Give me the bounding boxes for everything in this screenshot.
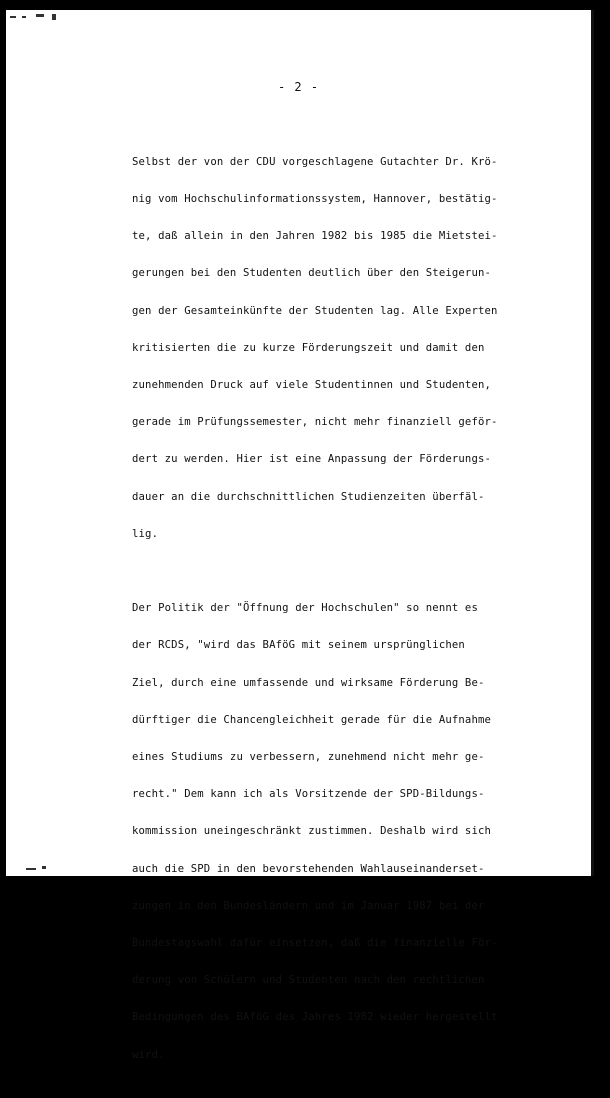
text-line: eines Studiums zu verbessern, zunehmend nicht mehr ge- [132,751,485,764]
paragraph-2 [132,577,532,1085]
text-line: auch die SPD in den bevorstehenden Wahlauseinanderset- [132,862,485,875]
text-line: der RCDS, "wird das BAföG mit seinem ursprünglichen [132,639,465,652]
scan-speck [42,866,46,869]
body-text [132,131,532,1098]
text-line: Bundestagswahl dafür einsetzen, daß die finanzielle För- [132,937,498,950]
page-number: - 2 - [277,80,320,94]
document-page [6,10,594,1061]
scan-speck [52,14,56,20]
text-line: dert zu werden. Hier ist eine Anpassung der Förderungs- [132,453,492,466]
scan-speck [36,14,44,17]
text-line: Der Politik der "Öffnung der Hochschulen" so nennt es [132,602,478,615]
text-line: dürftiger die Chancengleichheit gerade für die Aufnahme [132,713,492,726]
text-line: Selbst der von der CDU vorgeschlagene Gutachter Dr. Krö- [132,155,498,168]
text-line: lig. [132,527,159,540]
scan-speck [26,868,36,870]
text-line: te, daß allein in den Jahren 1982 bis 1985 die Mietstei- [132,230,498,243]
text-line: gerade im Prüfungssemester, nicht mehr finanziell geför- [132,416,498,429]
text-line: Bedingungen des BAföG des Jahres 1982 wieder hergestellt [132,1011,498,1024]
text-line: derung von Schülern und Studenten nach den rechtlichen [132,974,485,987]
text-line: dauer an die durchschnittlichen Studienzeiten überfäl- [132,490,485,503]
text-line: kritisierten die zu kurze Förderungszeit und damit den [132,341,485,354]
text-line: kommission uneingeschränkt zustimmen. Deshalb wird sich [132,825,492,838]
text-line: gen der Gesamteinkünfte der Studenten lag. Alle Experten [132,304,498,317]
scan-speck [22,16,26,18]
text-line: Ziel, durch eine umfassende und wirksame Förderung Be- [132,676,485,689]
text-line: zungen in den Bundesländern und im Januar 1987 bei der [132,899,485,912]
scan-speck [10,16,16,18]
text-line: nig vom Hochschulinformationssystem, Hannover, bestätig- [132,193,498,206]
paragraph-1 [132,131,532,565]
text-line: recht." Dem kann ich als Vorsitzende der SPD-Bildungs- [132,788,485,801]
text-line: gerungen bei den Studenten deutlich über den Steigerun- [132,267,492,280]
text-line: zunehmenden Druck auf viele Studentinnen und Studenten, [132,379,492,392]
text-line: wird. [132,1048,165,1061]
